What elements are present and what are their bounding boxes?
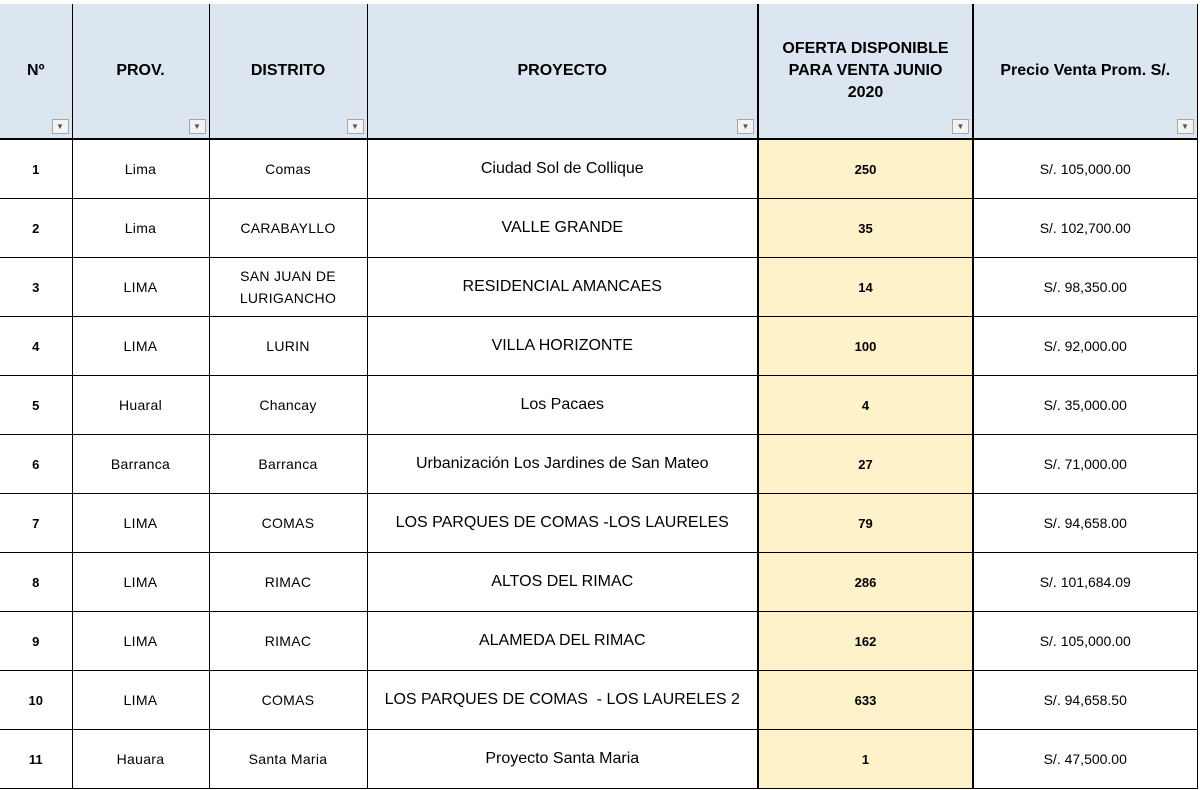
cell-oferta[interactable]: 250 xyxy=(758,139,973,199)
cell-precio[interactable]: S/. 105,000.00 xyxy=(973,139,1197,199)
cell-oferta[interactable]: 4 xyxy=(758,376,973,435)
cell-n[interactable]: 4 xyxy=(0,317,72,376)
cell-prov[interactable]: Barranca xyxy=(72,435,209,494)
cell-oferta[interactable]: 1 xyxy=(758,730,973,789)
cell-proyecto[interactable]: LOS PARQUES DE COMAS - LOS LAURELES 2 xyxy=(367,671,758,730)
cell-prov[interactable]: LIMA xyxy=(72,553,209,612)
cell-precio[interactable]: S/. 35,000.00 xyxy=(973,376,1197,435)
cell-prov[interactable]: LIMA xyxy=(72,494,209,553)
table-row xyxy=(0,553,1197,612)
header-n xyxy=(0,4,72,139)
cell-proyecto[interactable]: Ciudad Sol de Collique xyxy=(367,139,758,199)
cell-oferta[interactable]: 27 xyxy=(758,435,973,494)
filter-dropdown-icon[interactable]: ▼ xyxy=(1177,119,1194,134)
cell-n[interactable]: 6 xyxy=(0,435,72,494)
cell-n[interactable]: 9 xyxy=(0,612,72,671)
header-oferta-line: 2020 xyxy=(847,84,884,101)
table-row xyxy=(0,139,1197,199)
distrito-line: SAN JUAN DE xyxy=(240,268,336,284)
cell-precio[interactable]: S/. 47,500.00 xyxy=(973,730,1197,789)
header-proyecto xyxy=(367,4,758,139)
cell-oferta[interactable]: 35 xyxy=(758,199,973,258)
cell-precio[interactable]: S/. 101,684.09 xyxy=(973,553,1197,612)
table-row xyxy=(0,730,1197,789)
cell-prov[interactable]: LIMA xyxy=(72,317,209,376)
cell-proyecto[interactable]: Proyecto Santa Maria xyxy=(367,730,758,789)
cell-proyecto[interactable]: LOS PARQUES DE COMAS -LOS LAURELES xyxy=(367,494,758,553)
cell-distrito[interactable]: Chancay xyxy=(209,376,367,435)
cell-precio[interactable]: S/. 102,700.00 xyxy=(973,199,1197,258)
header-oferta xyxy=(758,4,973,139)
cell-distrito[interactable]: CARABAYLLO xyxy=(209,199,367,258)
cell-distrito[interactable]: Barranca xyxy=(209,435,367,494)
header-prov-label: PROV. xyxy=(116,62,165,79)
cell-prov[interactable]: Huaral xyxy=(72,376,209,435)
cell-n[interactable]: 1 xyxy=(0,139,72,199)
cell-prov[interactable]: LIMA xyxy=(72,258,209,317)
cell-oferta[interactable]: 14 xyxy=(758,258,973,317)
filter-dropdown-icon[interactable]: ▼ xyxy=(189,119,206,134)
cell-prov[interactable]: Lima xyxy=(72,199,209,258)
table-row xyxy=(0,199,1197,258)
table-row xyxy=(0,612,1197,671)
cell-precio[interactable]: S/. 94,658.00 xyxy=(973,494,1197,553)
cell-precio[interactable]: S/. 71,000.00 xyxy=(973,435,1197,494)
header-oferta-line: PARA VENTA JUNIO xyxy=(788,62,943,79)
cell-oferta[interactable]: 633 xyxy=(758,671,973,730)
cell-distrito[interactable]: RIMAC xyxy=(209,553,367,612)
cell-n[interactable]: 2 xyxy=(0,199,72,258)
cell-distrito[interactable]: LURIN xyxy=(209,317,367,376)
cell-oferta[interactable]: 162 xyxy=(758,612,973,671)
header-precio xyxy=(973,4,1197,139)
cell-prov[interactable]: Hauara xyxy=(72,730,209,789)
cell-n[interactable]: 10 xyxy=(0,671,72,730)
table-row xyxy=(0,494,1197,553)
cell-distrito[interactable]: Comas xyxy=(209,139,367,199)
header-n-label: Nº xyxy=(27,62,45,79)
cell-oferta[interactable]: 286 xyxy=(758,553,973,612)
cell-proyecto[interactable]: Urbanización Los Jardines de San Mateo xyxy=(367,435,758,494)
cell-distrito[interactable] xyxy=(209,258,367,317)
filter-dropdown-icon[interactable]: ▼ xyxy=(737,119,754,134)
filter-dropdown-icon[interactable]: ▼ xyxy=(52,119,69,134)
header-distrito-label: DISTRITO xyxy=(250,62,326,79)
cell-proyecto[interactable]: Los Pacaes xyxy=(367,376,758,435)
cell-proyecto[interactable]: VALLE GRANDE xyxy=(367,199,758,258)
cell-n[interactable]: 3 xyxy=(0,258,72,317)
cell-prov[interactable]: LIMA xyxy=(72,671,209,730)
cell-distrito[interactable]: COMAS xyxy=(209,494,367,553)
cell-distrito[interactable]: COMAS xyxy=(209,671,367,730)
cell-proyecto[interactable]: VILLA HORIZONTE xyxy=(367,317,758,376)
distrito-line: LURIGANCHO xyxy=(239,290,337,306)
filter-dropdown-icon[interactable]: ▼ xyxy=(952,119,969,134)
header-oferta-line: OFERTA DISPONIBLE xyxy=(782,40,949,57)
cell-proyecto[interactable]: RESIDENCIAL AMANCAES xyxy=(367,258,758,317)
cell-precio[interactable]: S/. 92,000.00 xyxy=(973,317,1197,376)
cell-n[interactable]: 7 xyxy=(0,494,72,553)
header-precio-label: Precio Venta Prom. S/. xyxy=(1000,62,1171,79)
cell-oferta[interactable]: 100 xyxy=(758,317,973,376)
header-distrito xyxy=(209,4,367,139)
table-row xyxy=(0,435,1197,494)
header-proyecto-label: PROYECTO xyxy=(517,62,607,79)
cell-prov[interactable]: LIMA xyxy=(72,612,209,671)
cell-n[interactable]: 11 xyxy=(0,730,72,789)
table-row xyxy=(0,376,1197,435)
cell-proyecto[interactable]: ALTOS DEL RIMAC xyxy=(367,553,758,612)
cell-proyecto[interactable]: ALAMEDA DEL RIMAC xyxy=(367,612,758,671)
header-row xyxy=(0,4,1197,139)
cell-precio[interactable]: S/. 94,658.50 xyxy=(973,671,1197,730)
table-row xyxy=(0,671,1197,730)
cell-distrito[interactable]: Santa Maria xyxy=(209,730,367,789)
cell-precio[interactable]: S/. 105,000.00 xyxy=(973,612,1197,671)
table-row xyxy=(0,317,1197,376)
filter-dropdown-icon[interactable]: ▼ xyxy=(347,119,364,134)
cell-n[interactable]: 5 xyxy=(0,376,72,435)
cell-n[interactable]: 8 xyxy=(0,553,72,612)
cell-distrito[interactable]: RIMAC xyxy=(209,612,367,671)
table-row xyxy=(0,258,1197,317)
cell-prov[interactable]: Lima xyxy=(72,139,209,199)
projects-table xyxy=(0,4,1198,789)
header-prov xyxy=(72,4,209,139)
cell-cursor-divider xyxy=(1197,752,1198,788)
cell-precio[interactable]: S/. 98,350.00 xyxy=(973,258,1197,317)
cell-oferta[interactable]: 79 xyxy=(758,494,973,553)
